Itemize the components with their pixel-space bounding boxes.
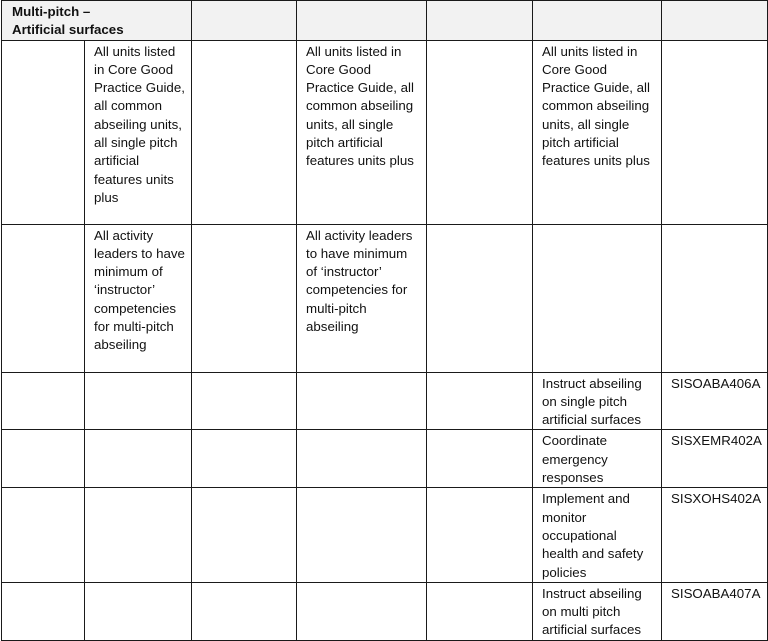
table-row-sisxemr402a — [2, 430, 768, 488]
table-cell — [427, 488, 533, 582]
table-cell: All activity leaders to have minimum of ‘instructor’ competencies for multi-pitch abseiling — [297, 224, 427, 372]
table-cell: SISOABA406A — [662, 372, 768, 430]
table-cell: Instruct abseiling on multi pitch artificial surfaces — [533, 582, 662, 640]
table-cell — [2, 224, 85, 372]
table-cell: Coordinate emergency responses — [533, 430, 662, 488]
table-cell — [192, 430, 297, 488]
header-cell — [192, 1, 297, 41]
header-row — [2, 1, 768, 41]
table-cell: SISXEMR402A — [662, 430, 768, 488]
table-cell: All units listed in Core Good Practice Guide, all common abseiling units, all single pitch artificial features units plus — [533, 40, 662, 224]
table-cell — [2, 488, 85, 582]
table-cell — [662, 40, 768, 224]
table-row-activity-leaders — [2, 224, 768, 372]
table-cell — [427, 224, 533, 372]
table-cell — [533, 224, 662, 372]
table-row-sisxohs402a — [2, 488, 768, 582]
table-cell — [297, 582, 427, 640]
table-cell: Instruct abseiling on single pitch artificial surfaces — [533, 372, 662, 430]
table-cell — [85, 582, 192, 640]
table-cell — [662, 224, 768, 372]
table-cell — [85, 372, 192, 430]
table-cell: All activity leaders to have minimum of ‘instructor’ competencies for multi-pitch abseiling — [85, 224, 192, 372]
table-title: Multi-pitch – Artificial surfaces — [2, 1, 192, 41]
table-cell: SISOABA407A — [662, 582, 768, 640]
table-cell — [85, 488, 192, 582]
table-cell — [297, 372, 427, 430]
table-cell — [2, 372, 85, 430]
table-row-core-units — [2, 40, 768, 224]
table-cell — [192, 372, 297, 430]
table-cell — [2, 40, 85, 224]
header-cell — [297, 1, 427, 41]
table-cell — [192, 488, 297, 582]
header-cell — [533, 1, 662, 41]
header-cell — [662, 1, 768, 41]
table-row-sisoaba407a — [2, 582, 768, 640]
table-cell — [427, 372, 533, 430]
table-cell — [192, 224, 297, 372]
table-cell: All units listed in Core Good Practice Guide, all common abseiling units, all single pitch artificial features units plus — [85, 40, 192, 224]
table-cell — [297, 430, 427, 488]
table-cell — [427, 582, 533, 640]
table-cell: All units listed in Core Good Practice Guide, all common abseiling units, all single pitch artificial features units plus — [297, 40, 427, 224]
header-cell — [427, 1, 533, 41]
table-cell — [192, 40, 297, 224]
competency-table — [1, 0, 768, 641]
table-cell — [427, 40, 533, 224]
table-cell: SISXOHS402A — [662, 488, 768, 582]
table-cell: Implement and monitor occupational health and safety policies — [533, 488, 662, 582]
table-cell — [192, 582, 297, 640]
table-cell — [2, 430, 85, 488]
table-cell — [297, 488, 427, 582]
table-cell — [2, 582, 85, 640]
table-cell — [85, 430, 192, 488]
table-row-sisoaba406a — [2, 372, 768, 430]
table-cell — [427, 430, 533, 488]
